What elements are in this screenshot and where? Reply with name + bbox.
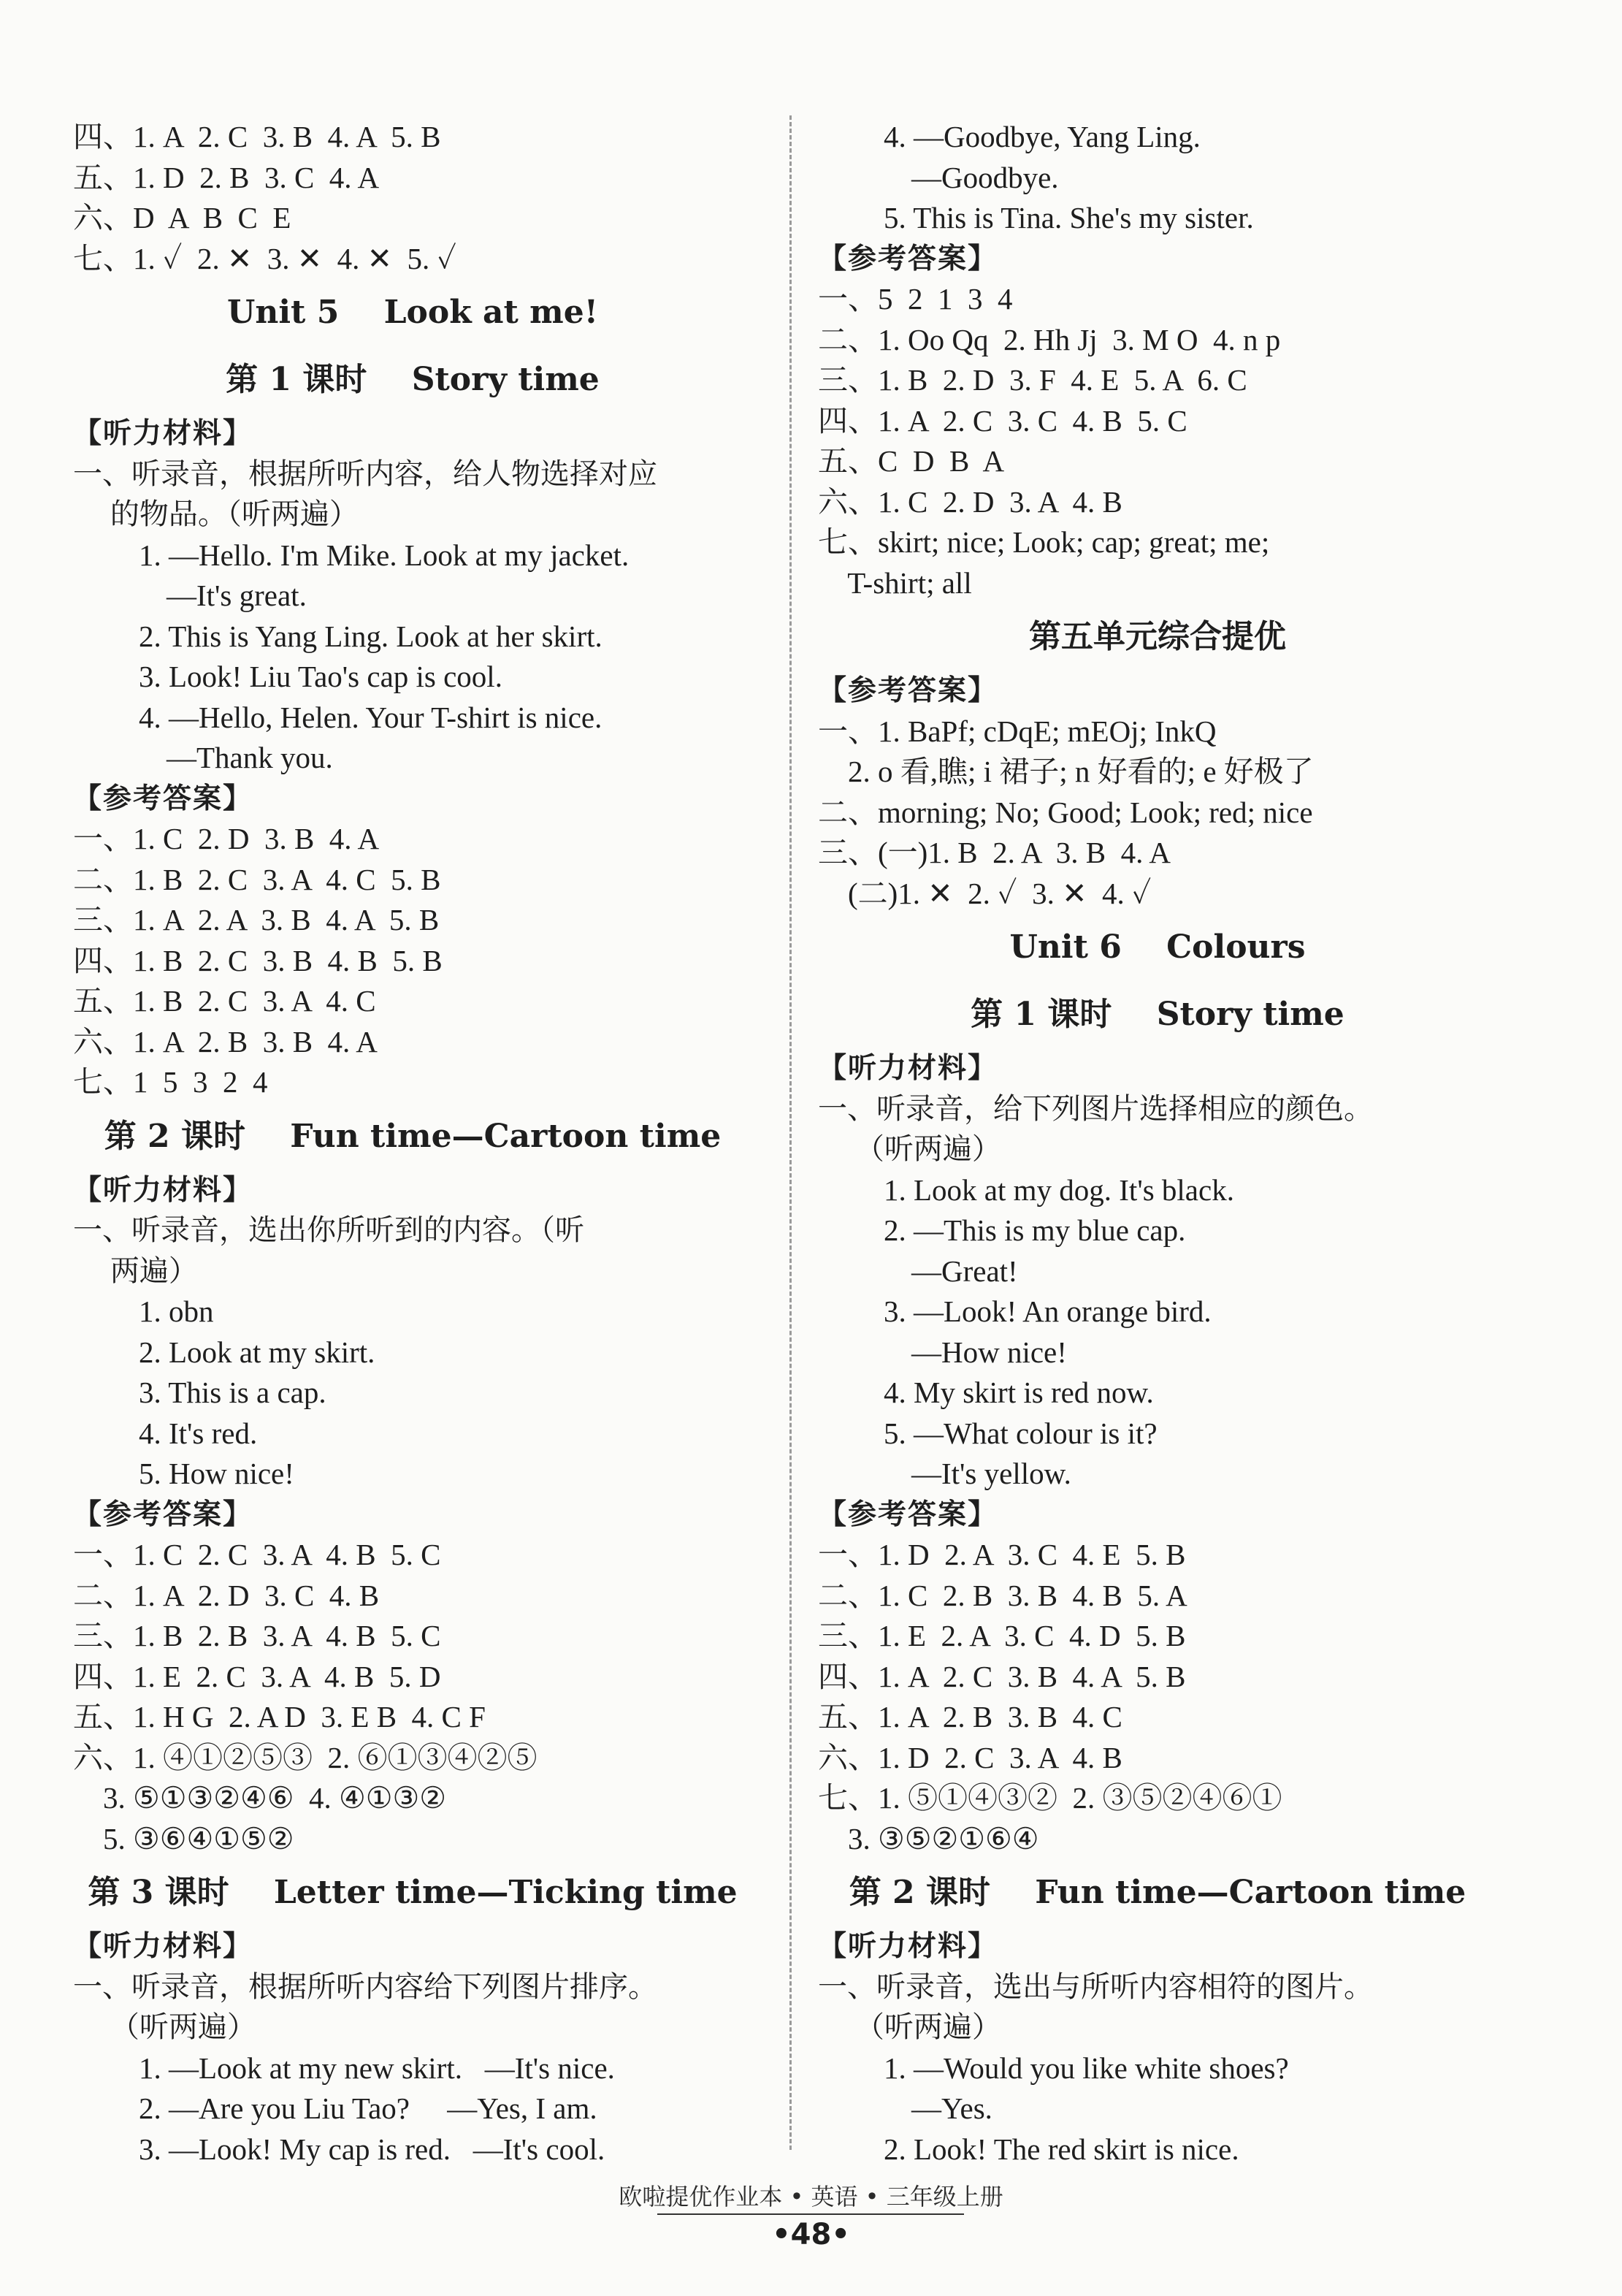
listening-line: 2. Look at my skirt. — [139, 1335, 375, 1369]
answer-line: 六、1. D 2. C 3. A 4. B — [818, 1740, 1122, 1774]
listening-line: 5. —What colour is it? — [884, 1416, 1158, 1450]
answer-line: 二、1. Oo Qq 2. Hh Jj 3. M O 4. n p — [818, 322, 1281, 356]
question-line: 一、听录音，根据所听内容给下列图片排序。 — [73, 1969, 657, 2004]
listening-line: 1. —Would you like white shoes? — [884, 2051, 1289, 2085]
column-divider — [789, 115, 792, 2150]
answer-line: 七、skirt; nice; Look; cap; great; me; — [818, 525, 1270, 559]
listening-reply: —Thank you. — [167, 741, 333, 774]
listening-line: 2. —Are you Liu Tao? —Yes, I am. — [139, 2091, 597, 2125]
answer-line: 七、1. ✓ 2. ✕ 3. ✕ 4. ✕ 5. ✓ — [73, 241, 456, 275]
listening-line: 1. obn — [139, 1294, 214, 1328]
section-label: 【听力材料】 — [818, 1052, 998, 1085]
section-heading: 第 1 课时 Story time — [971, 996, 1344, 1033]
listening-line: 4. —Hello, Helen. Your T-shirt is nice. — [139, 700, 602, 734]
answer-line: 一、1. C 2. C 3. A 4. B 5. C — [73, 1538, 441, 1571]
listening-line: 5. This is Tina. She's my sister. — [884, 201, 1254, 234]
answer-line: 四、1. E 2. C 3. A 4. B 5. D — [73, 1659, 441, 1693]
question-line: 一、听录音，选出与所听内容相符的图片。 — [818, 1969, 1373, 2004]
answer-line: 三、(一)1. B 2. A 3. B 4. A — [818, 836, 1171, 869]
answer-line: 二、1. C 2. B 3. B 4. B 5. A — [818, 1578, 1187, 1612]
answer-line: 3. ⑤①③②④⑥ 4. ④①③② — [73, 1781, 447, 1815]
answer-line: 六、1. A 2. B 3. B 4. A — [73, 1024, 378, 1059]
section-heading: 第 2 课时 Fun time—Cartoon time — [849, 1874, 1466, 1911]
footer-rule — [657, 2213, 964, 2215]
answer-line: 三、1. E 2. A 3. C 4. D 5. B — [818, 1619, 1186, 1652]
question-line: 的物品。（听两遍） — [73, 497, 359, 531]
answer-line: 二、morning; No; Good; Look; red; nice — [818, 795, 1313, 829]
question-line: 一、听录音，选出你所听到的内容。（听 — [73, 1213, 584, 1247]
section-heading: 第五单元综合提优 — [1029, 618, 1286, 655]
answer-line: 五、1. D 2. B 3. C 4. A — [73, 160, 380, 194]
listening-reply: —Goodbye. — [911, 160, 1059, 194]
answer-line: 2. o 看,瞧; i 裙子; n 好看的; e 好极了 — [818, 755, 1314, 788]
answer-line: 一、1. BaPf; cDqE; mEOj; InkQ — [818, 714, 1217, 748]
listening-reply: —Great! — [911, 1254, 1018, 1288]
section-heading: Unit 5 Look at me! — [226, 294, 599, 331]
answer-line: 二、1. B 2. C 3. A 4. C 5. B — [73, 862, 441, 896]
listening-line: 3. Look! Liu Tao's cap is cool. — [139, 660, 502, 693]
answer-line: T-shirt; all — [818, 565, 972, 600]
answer-line: 七、1 5 3 2 4 — [73, 1065, 268, 1099]
listening-line: 2. —This is my blue cap. — [884, 1213, 1186, 1247]
answer-line: 三、1. A 2. A 3. B 4. A 5. B — [73, 903, 440, 937]
listening-line: 1. Look at my dog. It's black. — [884, 1172, 1234, 1207]
answer-line: 五、C D B A — [818, 444, 1005, 478]
answer-line: 四、1. A 2. C 3. C 4. B 5. C — [818, 403, 1187, 438]
answer-line: 五、1. B 2. C 3. A 4. C — [73, 984, 376, 1018]
section-label: 【参考答案】 — [818, 242, 998, 275]
answer-line: (二)1. ✕ 2. ✓ 3. ✕ 4. ✓ — [818, 876, 1152, 910]
answer-line: 六、D A B C E — [73, 201, 291, 234]
section-label: 【听力材料】 — [73, 1930, 253, 1963]
answer-line: 六、1. ④①②⑤③ 2. ⑥①③④②⑤ — [73, 1740, 538, 1774]
listening-reply: —How nice! — [911, 1335, 1067, 1369]
question-line: （听两遍） — [818, 2010, 1001, 2044]
answer-line: 二、1. A 2. D 3. C 4. B — [73, 1578, 380, 1612]
answer-line: 五、1. H G 2. A D 3. E B 4. C F — [73, 1700, 486, 1734]
answer-line: 三、1. B 2. D 3. F 4. E 5. A 6. C — [818, 363, 1247, 397]
answer-line: 六、1. C 2. D 3. A 4. B — [818, 484, 1122, 519]
question-line: 一、听录音，根据所听内容，给人物选择对应 — [73, 457, 657, 491]
section-label: 【参考答案】 — [73, 782, 253, 815]
section-label: 【听力材料】 — [73, 1173, 253, 1207]
section-heading: Unit 6 Colours — [1009, 928, 1306, 966]
answer-line: 五、1. A 2. B 3. B 4. C — [818, 1700, 1122, 1734]
listening-line: 1. —Look at my new skirt. —It's nice. — [139, 2051, 615, 2085]
section-label: 【听力材料】 — [73, 417, 253, 450]
section-label: 【参考答案】 — [73, 1498, 253, 1531]
answer-line: 一、1. C 2. D 3. B 4. A — [73, 822, 380, 855]
answer-line: 三、1. B 2. B 3. A 4. B 5. C — [73, 1619, 441, 1652]
question-line: 一、听录音，给下列图片选择相应的颜色。 — [818, 1091, 1373, 1126]
section-heading: 第 2 课时 Fun time—Cartoon time — [104, 1117, 722, 1155]
section-label: 【听力材料】 — [818, 1930, 998, 1963]
footer-book-title: 欧啦提优作业本 • 英语 • 三年级上册 — [619, 2183, 1003, 2211]
answer-line: 一、1. D 2. A 3. C 4. E 5. B — [818, 1538, 1186, 1571]
answer-line: 5. ③⑥④①⑤② — [73, 1821, 294, 1856]
listening-line: 1. —Hello. I'm Mike. Look at my jacket. — [139, 538, 630, 572]
section-heading: 第 1 课时 Story time — [226, 361, 600, 398]
listening-line: 2. Look! The red skirt is nice. — [884, 2132, 1239, 2166]
answer-line: 七、1. ⑤①④③② 2. ③⑤②④⑥① — [818, 1781, 1282, 1815]
listening-line: 4. —Goodbye, Yang Ling. — [884, 120, 1201, 153]
section-label: 【参考答案】 — [818, 1498, 998, 1531]
right-column — [818, 117, 1497, 2170]
listening-line: 3. This is a cap. — [139, 1376, 326, 1409]
listening-reply: —It's great. — [167, 579, 307, 612]
question-line: 两遍） — [73, 1254, 198, 1288]
question-line: （听两遍） — [818, 1132, 1001, 1166]
answer-line: 一、5 2 1 3 4 — [818, 282, 1013, 316]
listening-line: 3. —Look! An orange bird. — [884, 1294, 1212, 1328]
page-number: •48• — [772, 2218, 850, 2251]
listening-line: 4. It's red. — [139, 1416, 258, 1450]
question-line: （听两遍） — [73, 2010, 256, 2044]
listening-line: 3. —Look! My cap is red. —It's cool. — [139, 2132, 605, 2166]
answer-line: 3. ③⑤②①⑥④ — [818, 1821, 1039, 1856]
listening-line: 5. How nice! — [139, 1457, 294, 1490]
answer-line: 四、1. A 2. C 3. B 4. A 5. B — [818, 1659, 1186, 1693]
section-heading: 第 3 课时 Letter time—Ticking time — [88, 1874, 738, 1911]
listening-line: 2. This is Yang Ling. Look at her skirt. — [139, 619, 602, 653]
answer-line: 四、1. A 2. C 3. B 4. A 5. B — [73, 120, 441, 153]
left-column — [73, 117, 752, 2170]
listening-line: 4. My skirt is red now. — [884, 1376, 1154, 1409]
section-label: 【参考答案】 — [818, 674, 998, 707]
answer-line: 四、1. B 2. C 3. B 4. B 5. B — [73, 943, 443, 977]
listening-reply: —It's yellow. — [911, 1457, 1071, 1490]
listening-reply: —Yes. — [911, 2091, 992, 2125]
